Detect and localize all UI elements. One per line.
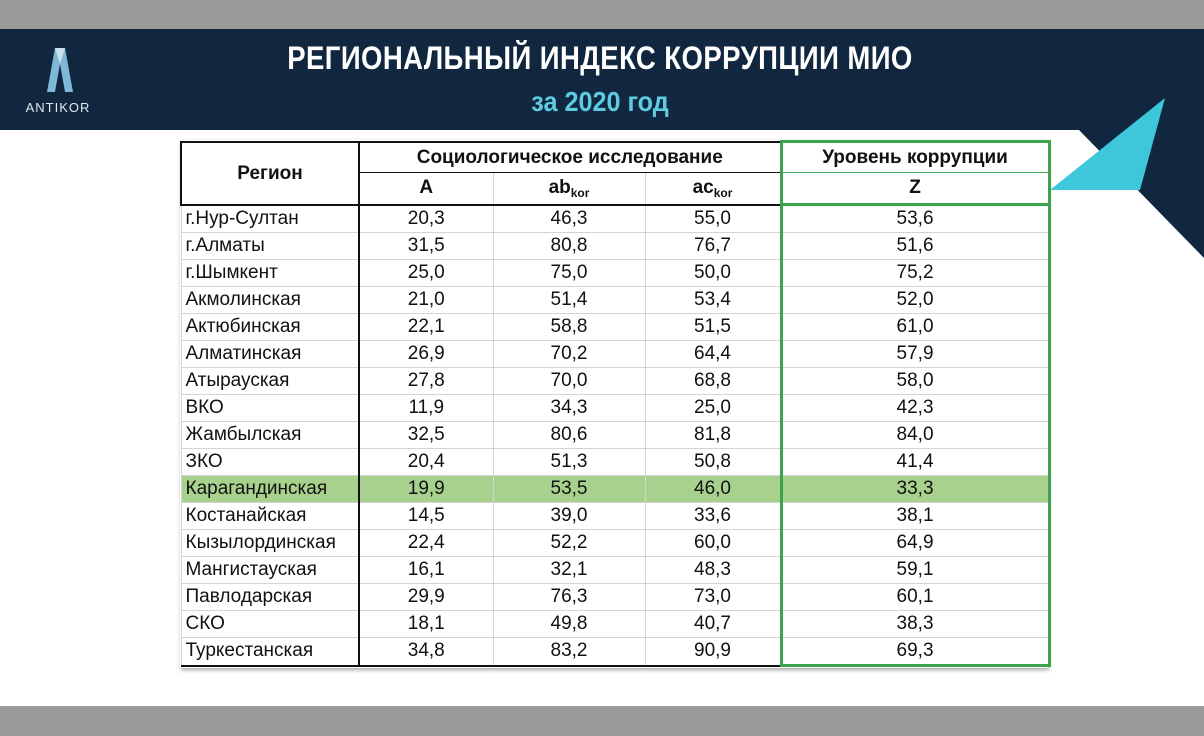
table-row [181, 314, 1049, 341]
value-ab-cell: 32,1 [493, 557, 645, 584]
table-row [181, 287, 1049, 314]
value-ac-cell: 50,0 [645, 260, 781, 287]
corruption-index-table-wrap [180, 140, 1048, 668]
value-z-cell: 42,3 [781, 395, 1049, 422]
header-col-a: A [359, 173, 493, 205]
top-bar [0, 0, 1204, 29]
value-ab-cell: 76,3 [493, 584, 645, 611]
region-cell: Кызылординская [181, 530, 359, 557]
value-ab-cell: 75,0 [493, 260, 645, 287]
value-z-cell: 51,6 [781, 233, 1049, 260]
value-ac-cell: 50,8 [645, 449, 781, 476]
table-row [181, 260, 1049, 287]
value-ac-cell: 48,3 [645, 557, 781, 584]
value-a-cell: 34,8 [359, 638, 493, 666]
value-ab-cell: 51,4 [493, 287, 645, 314]
value-ac-cell: 64,4 [645, 341, 781, 368]
antikor-logo [10, 42, 106, 122]
value-ac-cell: 73,0 [645, 584, 781, 611]
value-a-cell: 29,9 [359, 584, 493, 611]
value-ac-cell: 68,8 [645, 368, 781, 395]
navy-diagonal-shape [1079, 130, 1204, 258]
region-cell: г.Алматы [181, 233, 359, 260]
value-a-cell: 31,5 [359, 233, 493, 260]
corruption-index-table [180, 140, 1051, 667]
region-cell: Карагандинская [181, 476, 359, 503]
region-cell: Алматинская [181, 341, 359, 368]
region-cell: Мангистауская [181, 557, 359, 584]
value-a-cell: 14,5 [359, 503, 493, 530]
value-a-cell: 25,0 [359, 260, 493, 287]
table-row [181, 422, 1049, 449]
value-z-cell: 61,0 [781, 314, 1049, 341]
value-z-cell: 59,1 [781, 557, 1049, 584]
value-z-cell: 33,3 [781, 476, 1049, 503]
value-ab-cell: 53,5 [493, 476, 645, 503]
table-row [181, 205, 1049, 233]
value-z-cell: 58,0 [781, 368, 1049, 395]
value-ab-cell: 34,3 [493, 395, 645, 422]
value-ab-cell: 83,2 [493, 638, 645, 666]
value-ac-cell: 40,7 [645, 611, 781, 638]
table-body [181, 205, 1049, 666]
logo-text: ANTIKOR [25, 100, 91, 115]
table-row [181, 611, 1049, 638]
value-ac-cell: 53,4 [645, 287, 781, 314]
region-cell: ВКО [181, 395, 359, 422]
value-ac-cell: 51,5 [645, 314, 781, 341]
value-ab-cell: 80,8 [493, 233, 645, 260]
value-ac-cell: 76,7 [645, 233, 781, 260]
region-cell: Павлодарская [181, 584, 359, 611]
value-z-cell: 69,3 [781, 638, 1049, 666]
value-a-cell: 11,9 [359, 395, 493, 422]
table-row [181, 341, 1049, 368]
region-cell: Жамбылская [181, 422, 359, 449]
value-a-cell: 26,9 [359, 341, 493, 368]
logo-a-icon [10, 42, 106, 98]
kor-subscript: kor [570, 186, 590, 201]
ab-label: ab [548, 177, 571, 199]
region-cell: Атырауская [181, 368, 359, 395]
value-ab-cell: 80,6 [493, 422, 645, 449]
value-ab-cell: 46,3 [493, 205, 645, 233]
region-cell: СКО [181, 611, 359, 638]
table-row [181, 233, 1049, 260]
value-ac-cell: 60,0 [645, 530, 781, 557]
header-col-ac-kor [645, 173, 781, 205]
value-ac-cell: 25,0 [645, 395, 781, 422]
value-z-cell: 64,9 [781, 530, 1049, 557]
value-ab-cell: 58,8 [493, 314, 645, 341]
region-cell: г.Шымкент [181, 260, 359, 287]
value-a-cell: 27,8 [359, 368, 493, 395]
ac-label: ac [692, 177, 714, 199]
value-a-cell: 20,4 [359, 449, 493, 476]
page-subtitle: за 2020 год [531, 86, 669, 117]
value-z-cell: 53,6 [781, 205, 1049, 233]
bottom-bar [0, 706, 1204, 736]
table-row [181, 638, 1049, 666]
value-a-cell: 18,1 [359, 611, 493, 638]
value-a-cell: 22,1 [359, 314, 493, 341]
value-ab-cell: 51,3 [493, 449, 645, 476]
table-row [181, 530, 1049, 557]
region-cell: Актюбинская [181, 314, 359, 341]
table-row [181, 476, 1049, 503]
value-z-cell: 38,3 [781, 611, 1049, 638]
header-col-z: Z [781, 173, 1049, 205]
value-a-cell: 16,1 [359, 557, 493, 584]
value-a-cell: 20,3 [359, 205, 493, 233]
value-a-cell: 22,4 [359, 530, 493, 557]
value-ac-cell: 46,0 [645, 476, 781, 503]
value-ab-cell: 49,8 [493, 611, 645, 638]
header-col-ab-kor [493, 173, 645, 205]
table-row [181, 395, 1049, 422]
header-region: Регион [181, 142, 359, 205]
value-ac-cell: 90,9 [645, 638, 781, 666]
value-a-cell: 19,9 [359, 476, 493, 503]
region-cell: ЗКО [181, 449, 359, 476]
region-cell: г.Нур-Султан [181, 205, 359, 233]
table-row [181, 368, 1049, 395]
value-ab-cell: 70,0 [493, 368, 645, 395]
value-ab-cell: 70,2 [493, 341, 645, 368]
table-row [181, 503, 1049, 530]
value-z-cell: 52,0 [781, 287, 1049, 314]
region-cell: Костанайская [181, 503, 359, 530]
value-ab-cell: 39,0 [493, 503, 645, 530]
value-z-cell: 57,9 [781, 341, 1049, 368]
page-title: РЕГИОНАЛЬНЫЙ ИНДЕКС КОРРУПЦИИ МИО [287, 40, 913, 76]
value-ac-cell: 33,6 [645, 503, 781, 530]
region-cell: Туркестанская [181, 638, 359, 666]
value-z-cell: 38,1 [781, 503, 1049, 530]
table-row [181, 449, 1049, 476]
value-z-cell: 60,1 [781, 584, 1049, 611]
value-a-cell: 32,5 [359, 422, 493, 449]
value-z-cell: 41,4 [781, 449, 1049, 476]
value-ab-cell: 52,2 [493, 530, 645, 557]
table-row [181, 584, 1049, 611]
value-ac-cell: 81,8 [645, 422, 781, 449]
kor-subscript: kor [713, 186, 733, 201]
value-a-cell: 21,0 [359, 287, 493, 314]
value-z-cell: 75,2 [781, 260, 1049, 287]
value-z-cell: 84,0 [781, 422, 1049, 449]
header-sociological-study: Социологическое исследование [359, 142, 781, 173]
region-cell: Акмолинская [181, 287, 359, 314]
value-ac-cell: 55,0 [645, 205, 781, 233]
table-row [181, 557, 1049, 584]
header-corruption-level: Уровень коррупции [781, 142, 1049, 173]
